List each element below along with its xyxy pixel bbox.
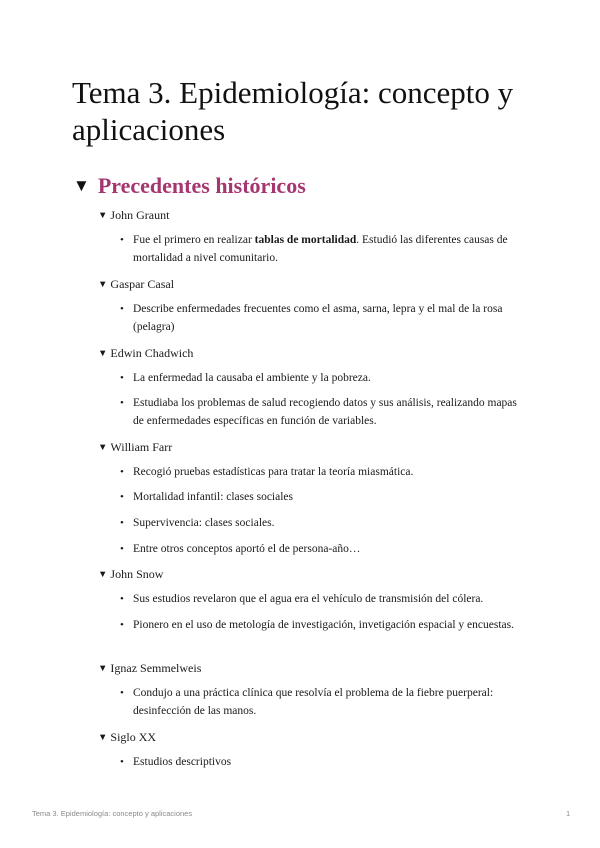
triangle-down-icon[interactable]: ▼ [98, 733, 108, 743]
triangle-down-icon[interactable]: ▼ [73, 176, 90, 195]
footer-title: Tema 3. Epidemiología: concepto y aplicaciones [32, 809, 193, 818]
bullet-icon: • [120, 372, 124, 384]
list-item-text: Estudiaba los problemas de salud recogiendo datos y sus análisis, realizando mapas de enfermedades específicas en función de variables. [133, 397, 517, 427]
toggle-ignaz-semmelweis[interactable] [98, 660, 201, 677]
list-item [120, 463, 520, 481]
bullet-icon: • [120, 543, 124, 555]
list-item [120, 616, 520, 634]
page-title: Tema 3. Epidemiología: concepto y aplicaciones [72, 75, 514, 147]
page-number: 1 [566, 809, 571, 818]
triangle-down-icon[interactable]: ▼ [98, 349, 108, 359]
list-item [120, 394, 520, 430]
section-toggle-precedentes[interactable] [73, 172, 306, 200]
list-item [120, 590, 520, 608]
triangle-down-icon[interactable]: ▼ [98, 280, 108, 290]
list-item-text: Fue el primero en realizar tablas de mortalidad. Estudió las diferentes causas de mortalidad a nivel comunitario. [133, 234, 508, 264]
bullet-icon: • [120, 397, 124, 409]
toggle-john-snow[interactable] [98, 566, 163, 583]
toggle-label: John Graunt [110, 208, 170, 222]
list-item-text: Entre otros conceptos aportó el de persona-año… [133, 543, 361, 555]
bold-term: tablas de mortalidad [254, 234, 357, 246]
bullet-icon: • [120, 517, 124, 529]
triangle-down-icon[interactable]: ▼ [98, 570, 108, 580]
bullet-icon: • [120, 687, 124, 699]
list-item-text: Estudios descriptivos [133, 756, 232, 768]
bullet-icon: • [120, 466, 124, 478]
list-item-text: Supervivencia: clases sociales. [133, 517, 275, 529]
bullet-icon: • [120, 619, 124, 631]
toggle-label: John Snow [110, 567, 164, 581]
toggle-label: Gaspar Casal [110, 277, 175, 291]
list-item-text: Condujo a una práctica clínica que resolvía el problema de la fiebre puerperal: desinfección de las manos. [133, 687, 494, 717]
list-item [120, 514, 520, 532]
triangle-down-icon[interactable]: ▼ [98, 443, 108, 453]
section-heading-text: Precedentes históricos [97, 173, 306, 198]
list-item [120, 684, 520, 720]
toggle-gaspar-casal[interactable] [98, 276, 174, 293]
list-item [120, 540, 520, 558]
list-item [120, 369, 520, 387]
toggle-label: William Farr [110, 440, 173, 454]
list-item [120, 231, 520, 267]
list-item-text: Mortalidad infantil: clases sociales [133, 491, 293, 503]
toggle-edwin-chadwich[interactable] [98, 345, 193, 362]
list-item-text: Describe enfermedades frecuentes como el asma, sarna, lepra y el mal de la rosa (pelagra) [133, 303, 503, 333]
list-item-text: La enfermedad la causaba el ambiente y la pobreza. [133, 372, 371, 384]
triangle-down-icon[interactable]: ▼ [98, 664, 108, 674]
toggle-label: Siglo XX [110, 730, 157, 744]
bullet-icon: • [120, 593, 124, 605]
list-item [120, 488, 520, 506]
toggle-label: Ignaz Semmelweis [110, 661, 202, 675]
list-item-text: Sus estudios revelaron que el agua era el vehículo de transmisión del cólera. [133, 593, 484, 605]
bullet-icon: • [120, 234, 124, 246]
toggle-john-graunt[interactable] [98, 207, 169, 224]
list-item [120, 300, 520, 336]
toggle-label: Edwin Chadwich [110, 346, 194, 360]
list-item-text: Recogió pruebas estadísticas para tratar la teoría miasmática. [133, 466, 414, 478]
triangle-down-icon[interactable]: ▼ [98, 211, 108, 221]
toggle-william-farr[interactable] [98, 439, 172, 456]
bullet-icon: • [120, 756, 124, 768]
bullet-icon: • [120, 491, 124, 503]
list-item [120, 753, 520, 771]
list-item-text: Pionero en el uso de metología de investigación, invetigación espacial y encuestas. [133, 619, 514, 631]
bullet-icon: • [120, 303, 124, 315]
toggle-siglo-xx[interactable] [98, 729, 156, 746]
